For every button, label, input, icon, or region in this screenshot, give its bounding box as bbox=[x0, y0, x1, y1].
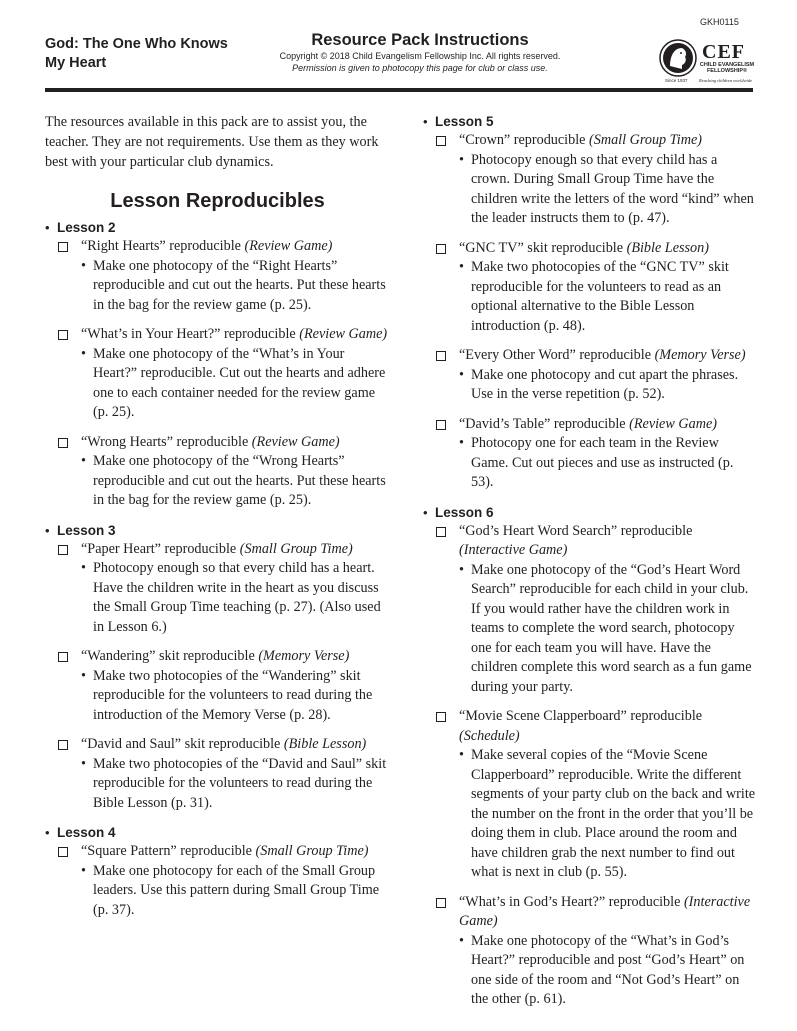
item-type: (Small Group Time) bbox=[255, 843, 369, 859]
lesson-block bbox=[423, 503, 758, 1010]
lesson-block bbox=[423, 112, 758, 493]
checkbox-icon bbox=[436, 136, 446, 146]
reproducible-item bbox=[57, 540, 390, 638]
item-detail bbox=[81, 559, 390, 637]
item-title: “David and Saul” skit reproducible bbox=[81, 736, 281, 752]
item-type: (Interactive Game) bbox=[459, 893, 751, 929]
item-title-line bbox=[459, 522, 758, 561]
bullet-icon: • bbox=[81, 755, 86, 772]
item-type: (Memory Verse) bbox=[654, 347, 746, 363]
bullet-icon: • bbox=[45, 522, 50, 538]
checkbox-icon bbox=[436, 351, 446, 361]
item-detail bbox=[459, 366, 758, 405]
item-title: “Movie Scene Clapperboard” reproducible bbox=[459, 708, 703, 724]
item-type: (Review Game) bbox=[244, 238, 333, 254]
item-detail-text: Make one photocopy of the “What’s in Your Heart?” reproducible. Cut out the hearts and adhere one to each container needed for the review game (p. 25). bbox=[93, 345, 386, 420]
item-title-line bbox=[459, 707, 758, 746]
item-detail-text: Make one photocopy of the “God’s Heart Word Search” reproducible for each child in your club. If you would rather have the children work in teams to complete the word search, photocopy one for each team you will have. Have the children complete this word search as a fun game during your party. bbox=[471, 561, 752, 695]
item-detail-text: Make one photocopy for each of the Small Group leaders. Use this pattern during Small Group Time (p. 37). bbox=[93, 862, 380, 918]
series-title: God: The One Who Knows My Heart bbox=[45, 36, 228, 71]
page-title: Resource Pack Instructions bbox=[311, 31, 529, 49]
reproducible-item bbox=[435, 239, 758, 337]
item-detail-text: Photocopy enough so that every child has a crown. During Small Group Time have the children write the letters of the word “kind” when the leader instructs them to (p. 47). bbox=[471, 151, 754, 226]
item-title: “What’s in Your Heart?” reproducible bbox=[81, 326, 296, 342]
item-detail-text: Make one photocopy and cut apart the phrases. Use in the verse repetition (p. 52). bbox=[471, 366, 739, 402]
bullet-icon: • bbox=[81, 862, 86, 879]
item-type: (Review Game) bbox=[251, 433, 340, 450]
cef-logo bbox=[655, 38, 755, 86]
item-title-line bbox=[459, 346, 758, 366]
item-type: (Interactive Game) bbox=[459, 542, 568, 558]
reproducible-item bbox=[57, 325, 390, 423]
item-title-line bbox=[81, 325, 390, 345]
bullet-icon: • bbox=[81, 257, 86, 274]
item-detail-text: Make one photocopy of the “What’s in God’s Heart?” reproducible and post “God’s Heart” on one side of the room and “Not God’s Heart” on the other (p. 61). bbox=[471, 932, 745, 1007]
item-detail bbox=[81, 862, 390, 921]
bullet-icon: • bbox=[423, 114, 428, 129]
reproducible-item bbox=[57, 237, 390, 315]
item-title: “What’s in God’s Heart?” reproducible bbox=[459, 893, 681, 910]
reproducible-item bbox=[57, 735, 390, 813]
bullet-icon: • bbox=[459, 435, 464, 451]
bullet-icon: • bbox=[81, 453, 86, 469]
bullet-icon: • bbox=[459, 932, 464, 949]
item-title-line bbox=[81, 540, 390, 560]
item-detail-text: Make two photocopies of the “Wandering” skit reproducible for the volunteers to read during the introduction of the Memory Verse (p. 28). bbox=[93, 667, 373, 723]
bullet-icon: • bbox=[459, 747, 464, 763]
item-detail bbox=[81, 667, 390, 726]
logo-since: Since 1937 bbox=[665, 78, 688, 83]
checkbox-icon bbox=[436, 244, 446, 254]
item-title: “Wandering” skit reproducible bbox=[81, 648, 255, 664]
lesson-label: Lesson 5 bbox=[435, 114, 494, 129]
bullet-icon: • bbox=[81, 560, 86, 576]
left-column bbox=[45, 108, 390, 930]
reproducible-item bbox=[435, 893, 758, 1010]
checkbox-icon bbox=[58, 242, 68, 252]
item-title-line bbox=[81, 237, 390, 257]
copyright-notice: Copyright © 2018 Child Evangelism Fellowship Inc. All rights reserved. bbox=[279, 51, 561, 61]
bullet-icon: • bbox=[45, 825, 50, 840]
item-type: (Bible Lesson) bbox=[626, 239, 709, 256]
bullet-icon: • bbox=[81, 667, 86, 684]
header-center bbox=[270, 30, 570, 74]
checkbox-icon bbox=[436, 712, 446, 722]
item-detail bbox=[459, 561, 758, 698]
bullet-icon: • bbox=[81, 345, 86, 362]
permission-notice: Permission is given to photocopy this page for club or class use. bbox=[292, 63, 548, 73]
item-detail-text: Make one photocopy of the “Right Hearts” reproducible and cut out the hearts. Put these hearts in the bag for the review game (p. 25). bbox=[93, 257, 386, 313]
item-detail bbox=[81, 755, 390, 814]
item-detail-text: Photocopy enough so that every child has a heart. Have the children write in the heart as you discuss the Small Group Time teaching (p. 27). (Also used in Lesson 6.) bbox=[93, 560, 381, 635]
item-detail bbox=[459, 434, 758, 493]
item-type: (Bible Lesson) bbox=[283, 736, 367, 752]
item-detail bbox=[459, 151, 758, 229]
item-title: “Every Other Word” reproducible bbox=[459, 347, 652, 363]
item-detail-text: Make two photocopies of the “GNC TV” skit reproducible for the volunteers to read as an optional alternative to the Bible Lesson introduction (p. 48). bbox=[471, 259, 729, 334]
item-detail bbox=[459, 932, 758, 1010]
item-detail-text: Make two photocopies of the “David and Saul” skit reproducible for the volunteers to read during the Bible Lesson (p. 31). bbox=[93, 755, 387, 811]
item-detail-text: Make several copies of the “Movie Scene Clapperboard” reproducible. Write the different segments of your party club on the back and write the number on the front in the order that you’ll be doing them in club. Place around the room and have children grab the next number to find out what is next in club (p. 55). bbox=[471, 747, 756, 880]
lesson-label: Lesson 4 bbox=[57, 825, 116, 840]
checkbox-icon bbox=[58, 652, 68, 662]
item-detail bbox=[459, 746, 758, 883]
logo-subtitle: CHILD EVANGELISM FELLOWSHIP® bbox=[699, 62, 755, 74]
lesson-label: Lesson 2 bbox=[57, 220, 116, 235]
item-title: “David’s Table” reproducible bbox=[459, 415, 626, 432]
reproducible-item bbox=[57, 433, 390, 511]
reproducible-item bbox=[435, 415, 758, 493]
item-detail bbox=[81, 257, 390, 316]
checkbox-icon bbox=[58, 847, 68, 857]
item-title-line bbox=[459, 131, 758, 151]
item-detail-text: Photocopy one for each team in the Review Game. Cut out pieces and use as instructed (p. 53). bbox=[471, 435, 734, 490]
lesson-list-right bbox=[423, 112, 758, 1010]
item-title: “GNC TV” skit reproducible bbox=[459, 239, 624, 256]
item-title-line bbox=[459, 893, 758, 932]
lesson-block bbox=[45, 521, 390, 814]
item-type: (Small Group Time) bbox=[589, 132, 702, 148]
item-type: (Review Game) bbox=[629, 415, 717, 432]
reproducible-item bbox=[435, 707, 758, 883]
item-title: “Crown” reproducible bbox=[459, 132, 586, 148]
item-title-line bbox=[81, 647, 390, 667]
item-title-line bbox=[81, 433, 390, 453]
item-title: “God’s Heart Word Search” reproducible bbox=[459, 522, 693, 539]
reproducible-item bbox=[435, 131, 758, 229]
item-detail bbox=[459, 258, 758, 336]
item-title: “Square Pattern” reproducible bbox=[81, 843, 252, 859]
item-title: “Wrong Hearts” reproducible bbox=[81, 433, 249, 450]
logo-name: CEF bbox=[702, 41, 745, 63]
lesson-block bbox=[45, 823, 390, 920]
bullet-icon: • bbox=[459, 366, 464, 383]
reproducible-item bbox=[57, 647, 390, 725]
checkbox-icon bbox=[436, 527, 446, 537]
item-detail-text: Make one photocopy of the “Wrong Hearts” reproducible and cut out the hearts. Put these hearts in the bag for the review game (p. 25). bbox=[93, 453, 386, 508]
logo-tagline: Reaching children worldwide bbox=[699, 78, 753, 83]
item-title-line bbox=[81, 735, 390, 755]
item-type: (Review Game) bbox=[299, 326, 388, 342]
bullet-icon: • bbox=[423, 504, 428, 520]
bullet-icon: • bbox=[45, 220, 50, 235]
lesson-list-left bbox=[45, 218, 390, 920]
item-type: (Small Group Time) bbox=[239, 540, 353, 557]
product-code: GKH0115 bbox=[700, 17, 739, 27]
checkbox-icon bbox=[58, 545, 68, 555]
item-detail bbox=[81, 452, 390, 511]
checkbox-icon bbox=[58, 330, 68, 340]
header-divider bbox=[45, 88, 753, 92]
item-detail bbox=[81, 345, 390, 423]
cef-logo-icon bbox=[658, 38, 698, 78]
item-title: “Right Hearts” reproducible bbox=[81, 238, 241, 254]
reproducible-item bbox=[57, 842, 390, 920]
lesson-label: Lesson 6 bbox=[435, 504, 494, 520]
bullet-icon: • bbox=[459, 259, 464, 275]
checkbox-icon bbox=[436, 420, 446, 430]
lesson-label: Lesson 3 bbox=[57, 522, 116, 538]
intro-paragraph: The resources available in this pack are to assist you, the teacher. They are not requirements. Use them as they work best with your particular club dynamics. bbox=[45, 114, 379, 170]
reproducible-item bbox=[435, 346, 758, 405]
section-title: Lesson Reproducibles bbox=[110, 190, 325, 212]
right-column bbox=[423, 108, 758, 1020]
checkbox-icon bbox=[58, 438, 68, 448]
lesson-block bbox=[45, 218, 390, 511]
item-type: (Memory Verse) bbox=[258, 648, 350, 664]
item-title-line bbox=[459, 415, 758, 435]
item-title: “Paper Heart” reproducible bbox=[81, 540, 237, 557]
checkbox-icon bbox=[436, 898, 446, 908]
item-title-line bbox=[459, 239, 758, 259]
item-title-line bbox=[81, 842, 390, 862]
bullet-icon: • bbox=[459, 151, 464, 168]
bullet-icon: • bbox=[459, 561, 464, 578]
reproducible-item bbox=[435, 522, 758, 698]
item-type: (Schedule) bbox=[459, 727, 520, 744]
checkbox-icon bbox=[58, 740, 68, 750]
